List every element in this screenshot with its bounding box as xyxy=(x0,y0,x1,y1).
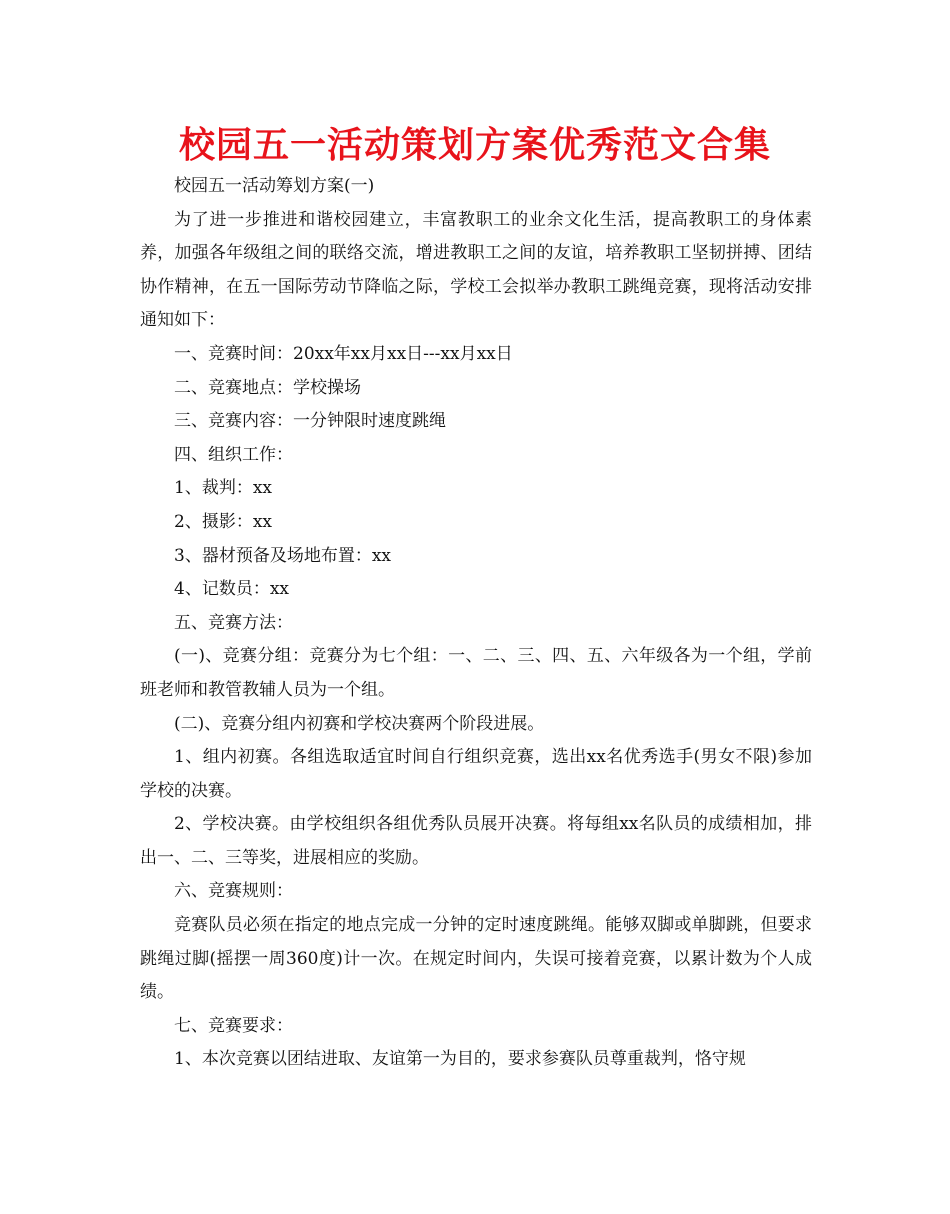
paragraph-equipment: 3、器材预备及场地布置：xx xyxy=(174,545,391,566)
paragraph-organization-heading: 四、组织工作： xyxy=(174,444,293,465)
paragraph-stages: (二)、竞赛分组内初赛和学校决赛两个阶段进展。 xyxy=(174,713,545,734)
paragraph-time: 一、竞赛时间：20xx年xx月xx日---xx月xx日 xyxy=(174,343,513,364)
document-title: 校园五一活动策划方案优秀范文合集 xyxy=(178,125,771,166)
paragraph-preliminary: 1、组内初赛。各组选取适宜时间自行组织竞赛，选出xx名优秀选手(男女不限)参加学校的决赛。 xyxy=(140,747,812,801)
document-body xyxy=(140,170,812,1077)
paragraph-grouping: (一)、竞赛分组：竞赛分为七个组：一、二、三、四、五、六年级各为一个组，学前班老师和教管教辅人员为一个组。 xyxy=(140,646,812,700)
paragraph-content: 三、竞赛内容：一分钟限时速度跳绳 xyxy=(174,411,446,432)
paragraph-rules: 竞赛队员必须在指定的地点完成一分钟的定时速度跳绳。能够双脚或单脚跳，但要求跳绳过脚(摇摆一周360度)计一次。在规定时间内，失误可接着竞赛，以累计数为个人成绩。 xyxy=(140,915,812,1003)
paragraph-counter: 4、记数员：xx xyxy=(174,579,289,600)
paragraph-requirements-heading: 七、竞赛要求： xyxy=(174,1015,293,1036)
paragraph-final: 2、学校决赛。由学校组织各组优秀队员展开决赛。将每组xx名队员的成绩相加，排出一、二、三等奖，进展相应的奖励。 xyxy=(140,814,812,868)
paragraph-intro: 为了进一步推进和谐校园建立，丰富教职工的业余文化生活，提高教职工的身体素养，加强各年级组之间的联络交流，增进教职工之间的友谊，培养教职工坚韧拼搏、团结协作精神，在五一国际劳动节降临之际，学校工会拟举办教职工跳绳竞赛，现将活动安排通知如下： xyxy=(140,209,812,331)
paragraph-rules-heading: 六、竞赛规则： xyxy=(174,881,293,902)
document-subtitle: 校园五一活动筹划方案(一) xyxy=(174,176,375,196)
paragraph-method-heading: 五、竞赛方法： xyxy=(174,612,293,633)
paragraph-referee: 1、裁判：xx xyxy=(174,478,272,499)
paragraph-requirement-1: 1、本次竞赛以团结进取、友谊第一为目的，要求参赛队员尊重裁判，恪守规 xyxy=(174,1049,746,1070)
paragraph-location: 二、竞赛地点：学校操场 xyxy=(174,377,361,398)
paragraph-photography: 2、摄影：xx xyxy=(174,511,272,532)
